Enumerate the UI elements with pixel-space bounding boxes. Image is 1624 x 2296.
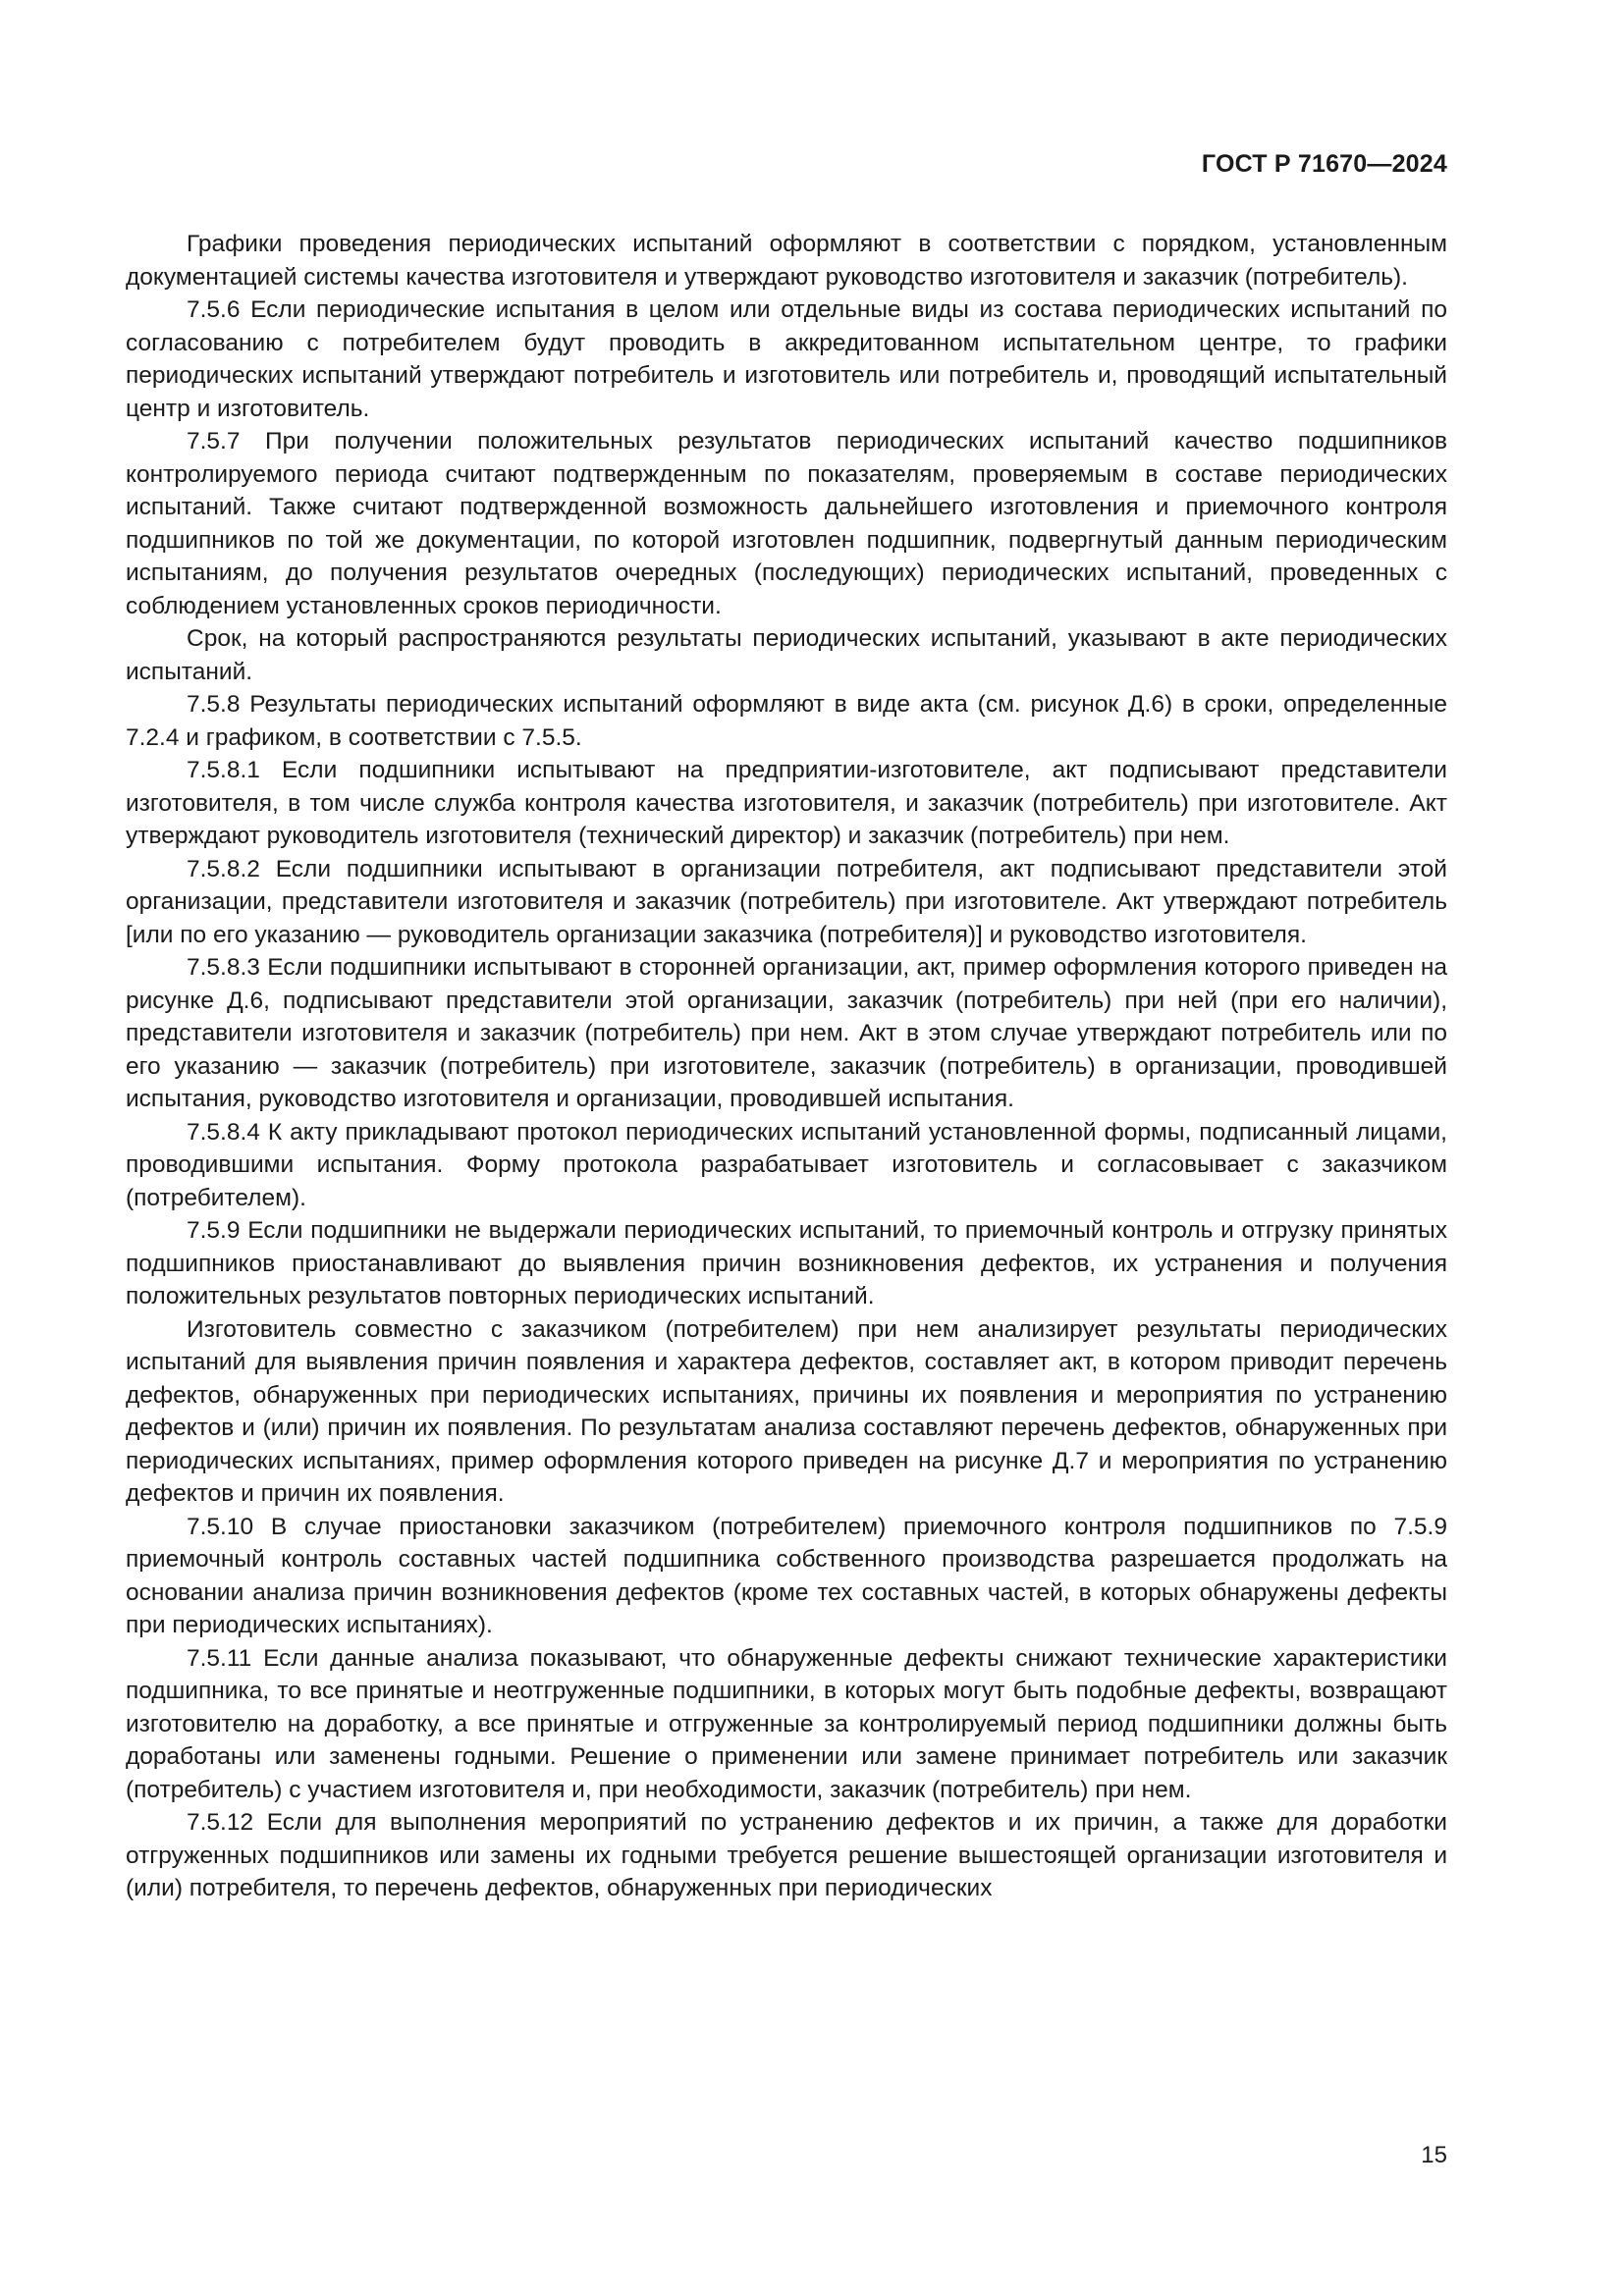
paragraph-schedules: Графики проведения периодических испытаний оформляют в соответствии с порядком, установленным документацией системы качества изготовителя и утверждают руководство изготовителя и заказчик (потребитель). bbox=[126, 231, 1447, 291]
paragraph-7-5-8-1: 7.5.8.1 Если подшипники испытывают на предприятии-изготовителе, акт подписывают представители изготовителя, в том числе служба контроля качества изготовителя, и заказчик (потребитель) при изготовителе. Акт утверждают руководитель изготовителя (технический директор) и заказчик (потребитель) при нем. bbox=[126, 757, 1447, 849]
paragraph-7-5-8-3: 7.5.8.3 Если подшипники испытывают в сторонней организации, акт, пример оформления которого приведен на рисунке Д.6, подписывают представители этой организации, заказчик (потребитель) при ней (при его наличии), представители изготовителя и заказчик (потребитель) при нем. Акт в этом случае утверждают потребитель или по его указанию — заказчик (потребитель) при изготовителе, заказчик (потребитель) в организации, проводившей испытания, руководство изготовителя и организации, проводившей испытания. bbox=[126, 954, 1447, 1112]
document-body bbox=[126, 228, 1447, 1905]
paragraph-7-5-8-2: 7.5.8.2 Если подшипники испытывают в организации потребителя, акт подписывают представители этой организации, представители изготовителя и заказчик (потребитель) при изготовителе. Акт утверждают потребитель [или по его указанию — руководитель организации заказчика (потребителя)] и руководство изготовителя. bbox=[126, 855, 1447, 948]
paragraph-7-5-12: 7.5.12 Если для выполнения мероприятий по устранению дефектов и их причин, а также для доработки отгруженных подшипников или замены их годными требуется решение вышестоящей организации изготовителя и (или) потребителя, то перечень дефектов, обнаруженных при периодических bbox=[126, 1809, 1447, 1901]
paragraph-7-5-9: 7.5.9 Если подшипники не выдержали периодических испытаний, то приемочный контроль и отгрузку принятых подшипников приостанавливают до выявления причин возникновения дефектов, их устранения и получения положительных результатов повторных периодических испытаний. bbox=[126, 1217, 1447, 1309]
document-header-standard-id: ГОСТ Р 71670—2024 bbox=[1201, 150, 1447, 178]
paragraph-defect-analysis: Изготовитель совместно с заказчиком (потребителем) при нем анализирует результаты периодических испытаний для выявления причин появления и характера дефектов, составляет акт, в котором приводит перечень дефектов, обнаруженных при периодических испытаниях, причины их появления и мероприятия по устранению дефектов и (или) причин их появления. По результатам анализа составляют перечень дефектов, обнаруженных при периодических испытаниях, пример оформления которого приведен на рисунке Д.7 и мероприятия по устранению дефектов и причин их появления. bbox=[126, 1315, 1447, 1507]
paragraph-7-5-7: 7.5.7 При получении положительных результатов периодических испытаний качество подшипников контролируемого периода считают подтвержденным по показателям, проверяемым в составе периодических испытаний. Также считают подтвержденной возможность дальнейшего изготовления и приемочного контроля подшипников по той же документации, по которой изготовлен подшипник, подвергнутый данным периодическим испытаниям, до получения результатов очередных (последующих) периодических испытаний, проведенных с соблюдением установленных сроков периодичности. bbox=[126, 428, 1447, 619]
page-number: 15 bbox=[1421, 2142, 1447, 2168]
paragraph-7-5-11: 7.5.11 Если данные анализа показывают, что обнаруженные дефекты снижают технические характеристики подшипника, то все принятые и неотгруженные подшипники, в которых могут быть подобные дефекты, возвращают изготовителю на доработку, а все принятые и отгруженные за контролируемый период подшипники должны быть доработаны или заменены годными. Решение о применении или замене принимает потребитель или заказчик (потребитель) с участием изготовителя и, при необходимости, заказчик (потребитель) при нем. bbox=[126, 1644, 1447, 1803]
paragraph-7-5-8: 7.5.8 Результаты периодических испытаний оформляют в виде акта (см. рисунок Д.6) в сроки, определенные 7.2.4 и графиком, в соответствии с 7.5.5. bbox=[126, 691, 1447, 751]
paragraph-7-5-10: 7.5.10 В случае приостановки заказчиком (потребителем) приемочного контроля подшипников по 7.5.9 приемочный контроль составных частей подшипника собственного производства разрешается продолжать на основании анализа причин возникновения дефектов (кроме тех составных частей, в которых обнаружены дефекты при периодических испытаниях). bbox=[126, 1513, 1447, 1638]
paragraph-7-5-6: 7.5.6 Если периодические испытания в целом или отдельные виды из состава периодических испытаний по согласованию с потребителем будут проводить в аккредитованном испытательном центре, то графики периодических испытаний утверждают потребитель и изготовитель или потребитель и, проводящий испытательный центр и изготовитель. bbox=[126, 296, 1447, 422]
paragraph-7-5-8-4: 7.5.8.4 К акту прикладывают протокол периодических испытаний установленной формы, подписанный лицами, проводившими испытания. Форму протокола разрабатывает изготовитель и согласовывает с заказчиком (потребителем). bbox=[126, 1118, 1447, 1211]
paragraph-validity-period: Срок, на который распространяются результаты периодических испытаний, указывают в акте периодических испытаний. bbox=[126, 625, 1447, 685]
